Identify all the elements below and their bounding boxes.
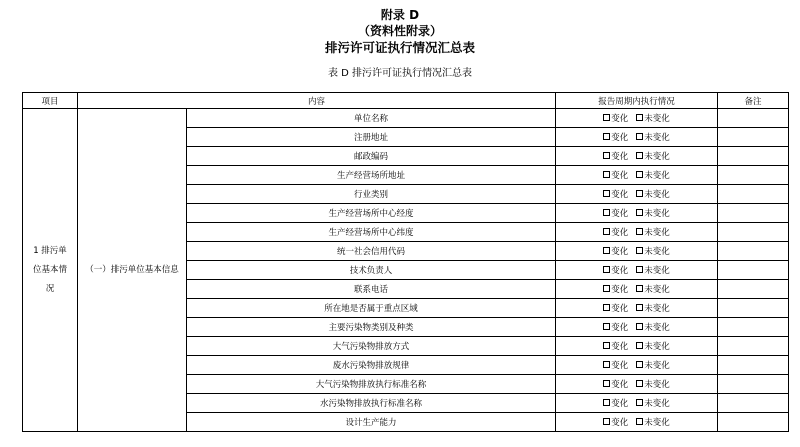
option-unchanged[interactable] bbox=[636, 150, 670, 162]
status-cell bbox=[556, 109, 718, 128]
option-unchanged[interactable] bbox=[636, 264, 670, 276]
document-title: 排污许可证执行情况汇总表 bbox=[324, 40, 475, 55]
option-label: 未变化 bbox=[644, 228, 670, 238]
option-label: 未变化 bbox=[644, 152, 670, 162]
checkbox-icon[interactable] bbox=[636, 190, 643, 197]
col-header-status: 报告周期内执行情况 bbox=[556, 93, 718, 109]
status-cell bbox=[556, 185, 718, 204]
option-label: 变化 bbox=[611, 133, 629, 143]
remark-cell[interactable] bbox=[718, 375, 789, 394]
remark-cell[interactable] bbox=[718, 242, 789, 261]
option-unchanged[interactable] bbox=[636, 359, 670, 371]
checkbox-icon[interactable] bbox=[636, 171, 643, 178]
option-label: 变化 bbox=[611, 190, 629, 200]
option-label: 未变化 bbox=[644, 171, 670, 181]
remark-cell[interactable] bbox=[718, 261, 789, 280]
item-cell: 生产经营场所地址 bbox=[187, 166, 556, 185]
table-header-row bbox=[23, 93, 789, 109]
option-label: 变化 bbox=[611, 285, 629, 295]
option-unchanged[interactable] bbox=[636, 302, 670, 314]
option-changed[interactable] bbox=[603, 283, 628, 295]
checkbox-icon[interactable] bbox=[636, 114, 643, 121]
option-unchanged[interactable] bbox=[636, 188, 670, 200]
option-label: 变化 bbox=[611, 247, 629, 257]
status-cell bbox=[556, 242, 718, 261]
remark-cell[interactable] bbox=[718, 185, 789, 204]
checkbox-icon[interactable] bbox=[603, 399, 610, 406]
subcategory-cell: （一）排污单位基本信息 bbox=[78, 109, 187, 432]
item-cell: 设计生产能力 bbox=[187, 413, 556, 432]
checkbox-icon[interactable] bbox=[603, 152, 610, 159]
option-label: 变化 bbox=[611, 418, 629, 428]
checkbox-icon[interactable] bbox=[603, 190, 610, 197]
checkbox-icon[interactable] bbox=[603, 285, 610, 292]
option-label: 未变化 bbox=[644, 399, 670, 409]
checkbox-icon[interactable] bbox=[603, 247, 610, 254]
status-cell bbox=[556, 356, 718, 375]
option-changed[interactable] bbox=[603, 226, 628, 238]
option-label: 变化 bbox=[611, 114, 629, 124]
table-caption: 表 D 排污许可证执行情况汇总表 bbox=[327, 68, 473, 79]
checkbox-icon[interactable] bbox=[603, 418, 610, 425]
option-label: 变化 bbox=[611, 342, 629, 352]
checkbox-icon[interactable] bbox=[603, 361, 610, 368]
checkbox-icon[interactable] bbox=[603, 114, 610, 121]
checkbox-icon[interactable] bbox=[636, 304, 643, 311]
checkbox-icon[interactable] bbox=[603, 133, 610, 140]
option-changed[interactable] bbox=[603, 245, 628, 257]
option-changed[interactable] bbox=[603, 378, 628, 390]
option-label: 未变化 bbox=[644, 133, 670, 143]
option-label: 未变化 bbox=[644, 418, 670, 428]
checkbox-icon[interactable] bbox=[636, 266, 643, 273]
remark-cell[interactable] bbox=[718, 147, 789, 166]
appendix-type: （资料性附录） bbox=[357, 24, 442, 38]
option-unchanged[interactable] bbox=[636, 416, 670, 428]
checkbox-icon[interactable] bbox=[636, 133, 643, 140]
option-label: 变化 bbox=[611, 361, 629, 371]
checkbox-icon[interactable] bbox=[603, 342, 610, 349]
option-label: 未变化 bbox=[644, 247, 670, 257]
option-label: 未变化 bbox=[644, 209, 670, 219]
item-cell: 邮政编码 bbox=[187, 147, 556, 166]
col-header-content: 内容 bbox=[78, 93, 556, 109]
item-cell: 所在地是否属于重点区域 bbox=[187, 299, 556, 318]
col-header-project: 项目 bbox=[23, 93, 78, 109]
item-cell: 行业类别 bbox=[187, 185, 556, 204]
remark-cell[interactable] bbox=[718, 318, 789, 337]
appendix-title: 附录 D bbox=[380, 8, 420, 22]
option-changed[interactable] bbox=[603, 188, 628, 200]
checkbox-icon[interactable] bbox=[603, 209, 610, 216]
item-cell: 水污染物排放执行标准名称 bbox=[187, 394, 556, 413]
status-cell bbox=[556, 204, 718, 223]
option-label: 变化 bbox=[611, 209, 629, 219]
checkbox-icon[interactable] bbox=[636, 247, 643, 254]
status-cell bbox=[556, 337, 718, 356]
option-label: 未变化 bbox=[644, 361, 670, 371]
status-cell bbox=[556, 166, 718, 185]
checkbox-icon[interactable] bbox=[603, 266, 610, 273]
option-label: 变化 bbox=[611, 152, 629, 162]
option-changed[interactable] bbox=[603, 416, 628, 428]
remark-cell[interactable] bbox=[718, 166, 789, 185]
remark-cell[interactable] bbox=[718, 223, 789, 242]
summary-table bbox=[22, 92, 789, 432]
item-cell: 联系电话 bbox=[187, 280, 556, 299]
option-unchanged[interactable] bbox=[636, 397, 670, 409]
option-unchanged[interactable] bbox=[636, 169, 670, 181]
checkbox-icon[interactable] bbox=[636, 342, 643, 349]
option-label: 未变化 bbox=[644, 266, 670, 276]
option-label: 变化 bbox=[611, 228, 629, 238]
remark-cell[interactable] bbox=[718, 337, 789, 356]
col-header-remark: 备注 bbox=[718, 93, 789, 109]
item-cell: 废水污染物排放规律 bbox=[187, 356, 556, 375]
option-changed[interactable] bbox=[603, 264, 628, 276]
status-cell bbox=[556, 261, 718, 280]
checkbox-icon[interactable] bbox=[603, 228, 610, 235]
checkbox-icon[interactable] bbox=[636, 152, 643, 159]
item-cell: 单位名称 bbox=[187, 109, 556, 128]
item-cell: 主要污染物类别及种类 bbox=[187, 318, 556, 337]
option-changed[interactable] bbox=[603, 302, 628, 314]
option-label: 变化 bbox=[611, 266, 629, 276]
option-label: 未变化 bbox=[644, 323, 670, 333]
option-unchanged[interactable] bbox=[636, 207, 670, 219]
option-unchanged[interactable] bbox=[636, 245, 670, 257]
status-cell bbox=[556, 128, 718, 147]
checkbox-icon[interactable] bbox=[636, 380, 643, 387]
option-unchanged[interactable] bbox=[636, 131, 670, 143]
remark-cell[interactable] bbox=[718, 280, 789, 299]
remark-cell[interactable] bbox=[718, 356, 789, 375]
status-cell bbox=[556, 413, 718, 432]
item-cell: 注册地址 bbox=[187, 128, 556, 147]
option-unchanged[interactable] bbox=[636, 283, 670, 295]
option-unchanged[interactable] bbox=[636, 378, 670, 390]
option-label: 未变化 bbox=[644, 190, 670, 200]
remark-cell[interactable] bbox=[718, 204, 789, 223]
item-cell: 生产经营场所中心纬度 bbox=[187, 223, 556, 242]
checkbox-icon[interactable] bbox=[636, 209, 643, 216]
status-cell bbox=[556, 394, 718, 413]
item-cell: 统一社会信用代码 bbox=[187, 242, 556, 261]
item-cell: 技术负责人 bbox=[187, 261, 556, 280]
checkbox-icon[interactable] bbox=[636, 418, 643, 425]
option-changed[interactable] bbox=[603, 397, 628, 409]
checkbox-icon[interactable] bbox=[636, 399, 643, 406]
option-label: 变化 bbox=[611, 304, 629, 314]
option-changed[interactable] bbox=[603, 359, 628, 371]
option-unchanged[interactable] bbox=[636, 321, 670, 333]
checkbox-icon[interactable] bbox=[636, 361, 643, 368]
checkbox-icon[interactable] bbox=[603, 323, 610, 330]
option-label: 未变化 bbox=[644, 304, 670, 314]
status-cell bbox=[556, 299, 718, 318]
option-label: 变化 bbox=[611, 323, 629, 333]
checkbox-icon[interactable] bbox=[636, 228, 643, 235]
option-label: 未变化 bbox=[644, 285, 670, 295]
checkbox-icon[interactable] bbox=[636, 285, 643, 292]
checkbox-icon[interactable] bbox=[603, 304, 610, 311]
item-cell: 生产经营场所中心经度 bbox=[187, 204, 556, 223]
option-changed[interactable] bbox=[603, 169, 628, 181]
status-cell bbox=[556, 280, 718, 299]
option-changed[interactable] bbox=[603, 340, 628, 352]
remark-cell[interactable] bbox=[718, 394, 789, 413]
item-cell: 大气污染物排放执行标准名称 bbox=[187, 375, 556, 394]
status-cell bbox=[556, 375, 718, 394]
option-label: 变化 bbox=[611, 380, 629, 390]
table-body bbox=[23, 109, 789, 432]
option-changed[interactable] bbox=[603, 131, 628, 143]
option-label: 变化 bbox=[611, 399, 629, 409]
checkbox-icon[interactable] bbox=[603, 171, 610, 178]
option-label: 变化 bbox=[611, 171, 629, 181]
option-changed[interactable] bbox=[603, 112, 628, 124]
option-label: 未变化 bbox=[644, 342, 670, 352]
remark-cell[interactable] bbox=[718, 128, 789, 147]
checkbox-icon[interactable] bbox=[603, 380, 610, 387]
option-unchanged[interactable] bbox=[636, 340, 670, 352]
remark-cell[interactable] bbox=[718, 109, 789, 128]
status-cell bbox=[556, 318, 718, 337]
option-changed[interactable] bbox=[603, 150, 628, 162]
checkbox-icon[interactable] bbox=[636, 323, 643, 330]
table-row bbox=[23, 109, 789, 128]
option-changed[interactable] bbox=[603, 321, 628, 333]
option-label: 未变化 bbox=[644, 380, 670, 390]
item-cell: 大气污染物排放方式 bbox=[187, 337, 556, 356]
option-unchanged[interactable] bbox=[636, 226, 670, 238]
status-cell bbox=[556, 147, 718, 166]
option-changed[interactable] bbox=[603, 207, 628, 219]
remark-cell[interactable] bbox=[718, 413, 789, 432]
status-cell bbox=[556, 223, 718, 242]
option-unchanged[interactable] bbox=[636, 112, 670, 124]
option-label: 未变化 bbox=[644, 114, 670, 124]
remark-cell[interactable] bbox=[718, 299, 789, 318]
project-cell: 1 排污单位基本情况 bbox=[23, 109, 78, 432]
